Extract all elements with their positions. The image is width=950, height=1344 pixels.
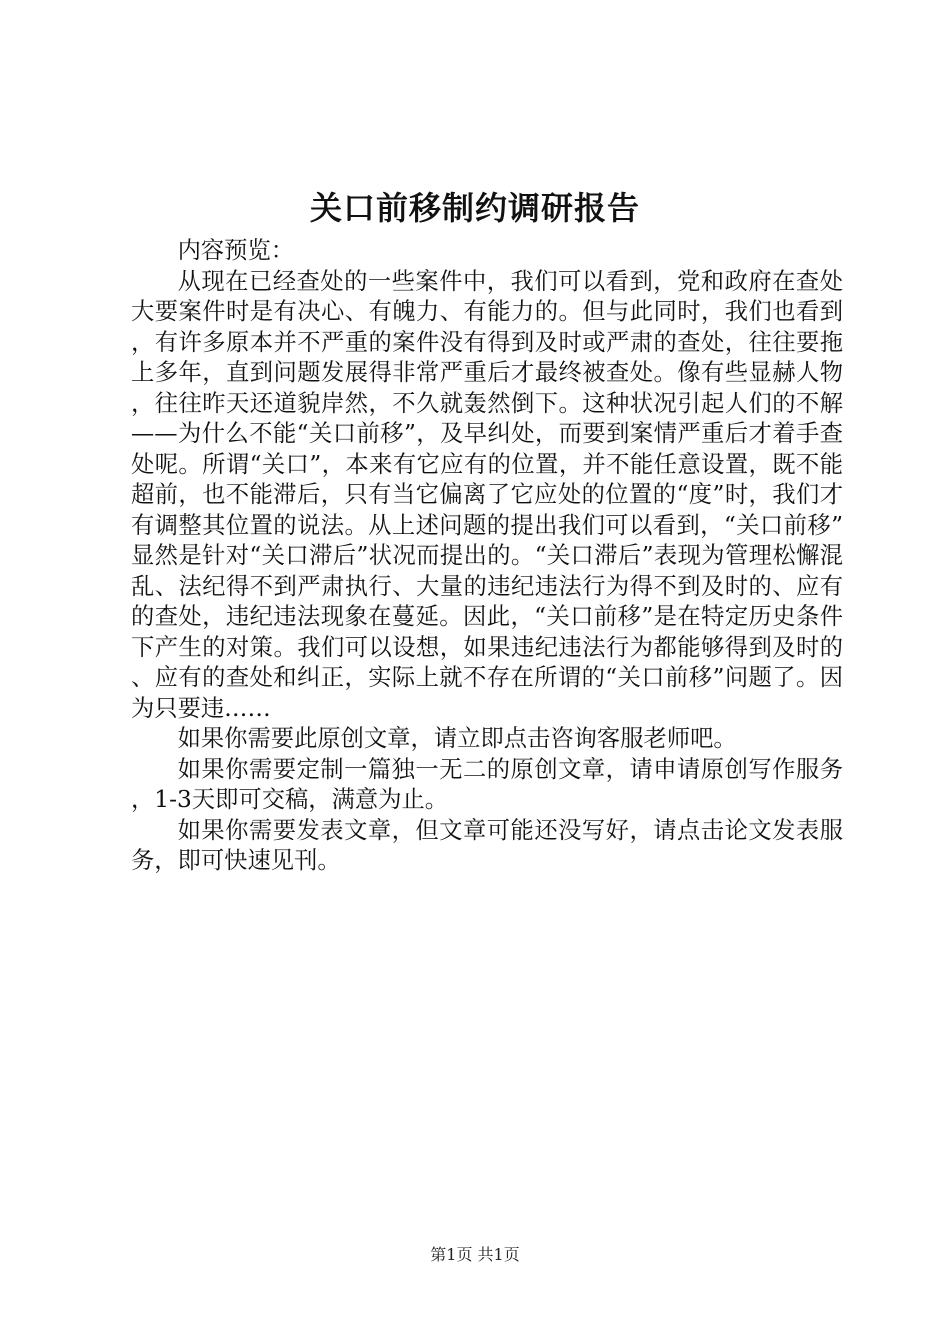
document-title: 关口前移制约调研报告 bbox=[309, 189, 640, 227]
page-footer: 第1页 共1页 bbox=[430, 1245, 520, 1264]
document-body bbox=[131, 236, 843, 877]
preview-paragraph: 从现在已经查处的一些案件中，我们可以看到，党和政府在查处大要案件时是有决心、有魄力、有能力的。但与此同时，我们也看到，有许多原本并不严重的案件没有得到及时或严肃的查处，往往要拖上多年，直到问题发展得非常严重后才最终被查处。像有些显赫人物，往往昨天还道貌岸然，不久就轰然倒下。这种状况引起人们的不解——为什么不能“关口前移”，及早纠处，而要到案情严重后才着手查处呢。所谓“关口”，本来有它应有的位置，并不能任意设置，既不能超前，也不能滞后，只有当它偏离了它应处的位置的“度”时，我们才有调整其位置的说法。从上述问题的提出我们可以看到，“关口前移”显然是针对“关口滞后”状况而提出的。“关口滞后”表现为管理松懈混乱、法纪得不到严肃执行、大量的违纪违法行为得不到及时的、应有的查处，违纪违法现象在蔓延。因此，“关口前移”是在特定历史条件下产生的对策。我们可以设想，如果违纪违法行为都能够得到及时的、应有的查处和纠正，实际上就不存在所谓的“关口前移”问题了。因为只要违…… bbox=[131, 267, 843, 722]
custom-writing-paragraph: 如果你需要定制一篇独一无二的原创文章，请申请原创写作服务，1-3天即可交稿，满意为止。 bbox=[131, 755, 843, 813]
publish-paragraph: 如果你需要发表文章，但文章可能还没写好，请点击论文发表服务，即可快速见刊。 bbox=[131, 816, 843, 874]
consult-paragraph: 如果你需要此原创文章，请立即点击咨询客服老师吧。 bbox=[177, 725, 737, 752]
preview-label: 内容预览： bbox=[177, 237, 295, 264]
